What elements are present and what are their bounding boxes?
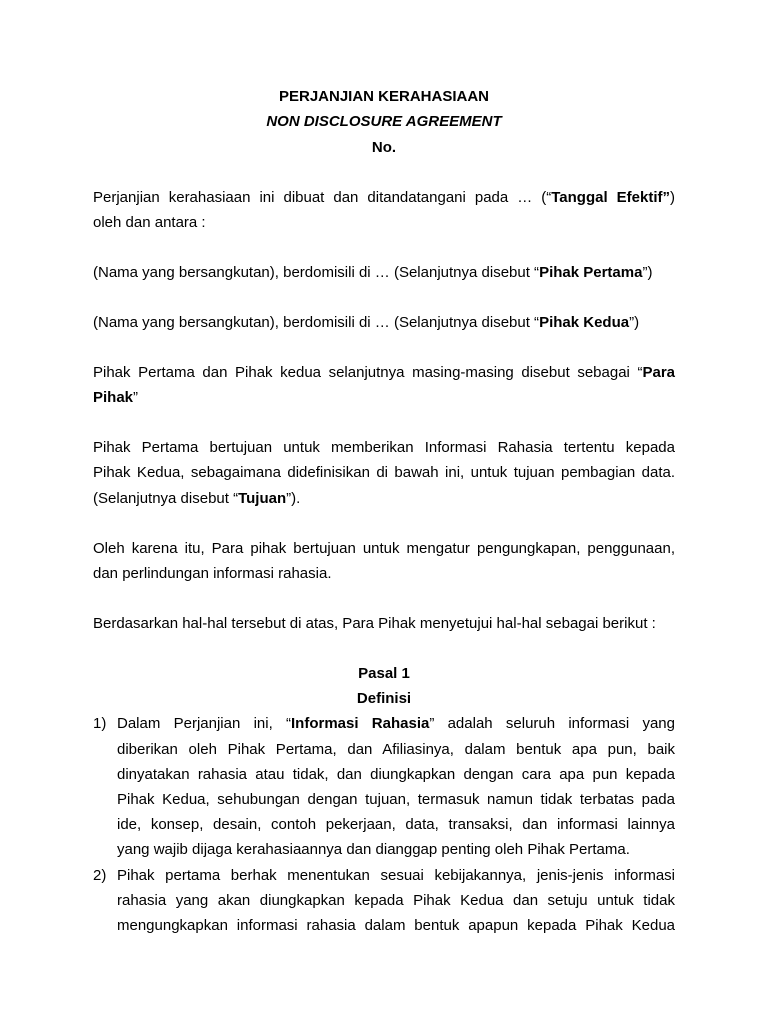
therefore-line-2: dan perlindungan informasi rahasia. xyxy=(93,565,332,582)
definition-2-line-1: Pihak pertama berhak menentukan sesuai kebijakannya, jenis-jenis informasi xyxy=(117,867,675,884)
preamble-effective-date-line-1: Perjanjian kerahasiaan ini dibuat dan ditandatangani pada … (“Tanggal Efektif”) xyxy=(93,189,675,206)
agreement-line: Berdasarkan hal-hal tersebut di atas, Para Pihak menyetujui hal-hal sebagai berikut : xyxy=(93,615,656,632)
definition-1-line-6: yang wajib dijaga kerahasiaannya dan dianggap penting oleh Pihak Pertama. xyxy=(117,841,630,858)
document-number: No. xyxy=(371,139,397,156)
definition-2-line-2: rahasia yang akan diungkapkan kepada Pihak Kedua dan setuju untuk tidak xyxy=(117,892,675,909)
preamble-effective-date-line-2: oleh dan antara : xyxy=(93,214,206,231)
list-item-number: 1) xyxy=(93,715,107,732)
parties-line-1: Pihak Pertama dan Pihak kedua selanjutnya masing-masing disebut sebagai “Para xyxy=(93,364,675,381)
list-item-number: 2) xyxy=(93,867,107,884)
definition-1-line-2: diberikan oleh Pihak Pertama, dan Afiliasinya, dalam bentuk apa pun, baik xyxy=(117,741,675,758)
therefore-line-1: Oleh karena itu, Para pihak bertujuan untuk mengatur pengungkapan, penggunaan, xyxy=(93,540,675,557)
purpose-line-1: Pihak Pertama bertujuan untuk memberikan Informasi Rahasia tertentu kepada xyxy=(93,439,675,456)
purpose-line-3: (Selanjutnya disebut “Tujuan”). xyxy=(93,490,301,507)
document-title: PERJANJIAN KERAHASIAAN xyxy=(278,88,490,105)
definition-1-line-1: Dalam Perjanjian ini, “Informasi Rahasia” adalah seluruh informasi yang xyxy=(117,715,675,732)
first-party-line: (Nama yang bersangkutan), berdomisili di … (Selanjutnya disebut “Pihak Pertama”) xyxy=(93,264,653,281)
definition-1-line-3: dinyatakan rahasia atau tidak, dan diungkapkan dengan cara apa pun kepada xyxy=(117,766,675,783)
definition-2-line-3: mengungkapkan informasi rahasia dalam bentuk apapun kepada Pihak Kedua xyxy=(117,917,675,934)
purpose-line-2: Pihak Kedua, sebagaimana didefinisikan di bawah ini, untuk tujuan pembagian data. xyxy=(93,464,675,481)
article-subheading: Definisi xyxy=(356,690,412,707)
definition-1-line-5: ide, konsep, desain, contoh pekerjaan, data, transaksi, dan informasi lainnya xyxy=(117,816,675,833)
definition-1-line-4: Pihak Kedua, sehubungan dengan tujuan, termasuk namun tidak terbatas pada xyxy=(117,791,675,808)
parties-line-2: Pihak” xyxy=(93,389,139,406)
article-heading: Pasal 1 xyxy=(358,665,410,682)
document-subtitle: NON DISCLOSURE AGREEMENT xyxy=(266,113,502,130)
second-party-line: (Nama yang bersangkutan), berdomisili di … (Selanjutnya disebut “Pihak Kedua”) xyxy=(93,314,640,331)
